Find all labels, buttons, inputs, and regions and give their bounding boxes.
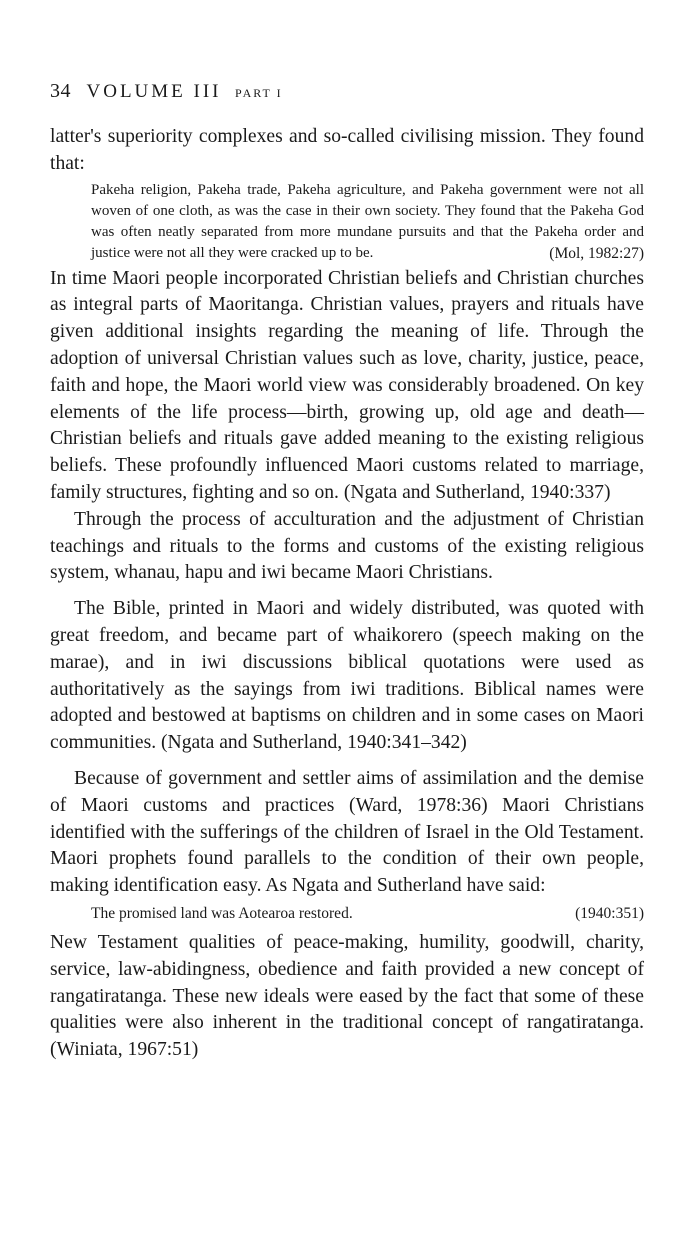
running-head [50,78,644,106]
paragraph-2: In time Maori people incorporated Christian beliefs and Christian churches as integral parts of Maoritanga. Christian values, prayers and rituals have given additional insights regarding the meaning of life. Through the adoption of universal Christian values such as love, charity, justice, peace, faith and hope, the Maori world view was considerably broadened. On key elements of the life process—birth, growing up, old age and death—Christian beliefs and rituals gave added meaning to the existing religious beliefs. These profoundly influenced Maori customs related to marriage, family structures, fighting and so on. (Ngata and Sutherland, 1940:337) [50,267,644,503]
paragraph-1: latter's superiority complexes and so-called civilising mission. They found that: [50,126,644,174]
block-quote-citation: (Mol, 1982:27) [549,244,644,262]
short-quote-text: The promised land was Aotearoa restored. [91,904,353,922]
block-quote-text: Pakeha religion, Pakeha trade, Pakeha agriculture, and Pakeha government were not all woven of one cloth, as was the case in their own society. They found that the Pakeha God was often neatly separated from more mundane pursuits and that the Pakeha order and justice were not all they were cracked up to be. [91,181,644,261]
page [50,78,644,1064]
block-quote-mol [91,180,644,264]
paragraph-3: Through the process of acculturation and the adjustment of Christian teachings and rituals to the forms and customs of the existing religious system, whanau, hapu and iwi became Maori Christians. [50,508,644,584]
part-label: PART I [235,86,283,100]
short-quote-citation: (1940:351) [575,904,644,922]
paragraph-4: The Bible, printed in Maori and widely distributed, was quoted with great freedom, and became part of whaikorero (speech making on the marae), and in iwi discussions biblical quotations were used as authoritatively as the sayings from iwi traditions. Biblical names were adopted and bestowed at baptisms on children and in some cases on Maori communities. (Ngata and Sutherland, 1940:341–342) [50,598,644,754]
paragraph-6: New Testament qualities of peace-making, humility, goodwill, charity, service, law-abidingness, obedience and faith provided a new concept of rangatiratanga. These new ideals were eased by the fact that some of these qualities were also inherent in the traditional concept of rangatiratanga. (Winiata, 1967:51) [50,931,644,1061]
paragraph-5: Because of government and settler aims of assimilation and the demise of Maori customs and practices (Ward, 1978:36) Maori Christians identified with the sufferings of the children of Israel in the Old Testament. Maori prophets found parallels to the condition of their own people, making identification easy. As Ngata and Sutherland have said: [50,767,644,897]
volume-label: VOLUME III [86,81,222,102]
page-number: 34 [50,80,71,102]
block-quote-ngata [91,903,644,925]
